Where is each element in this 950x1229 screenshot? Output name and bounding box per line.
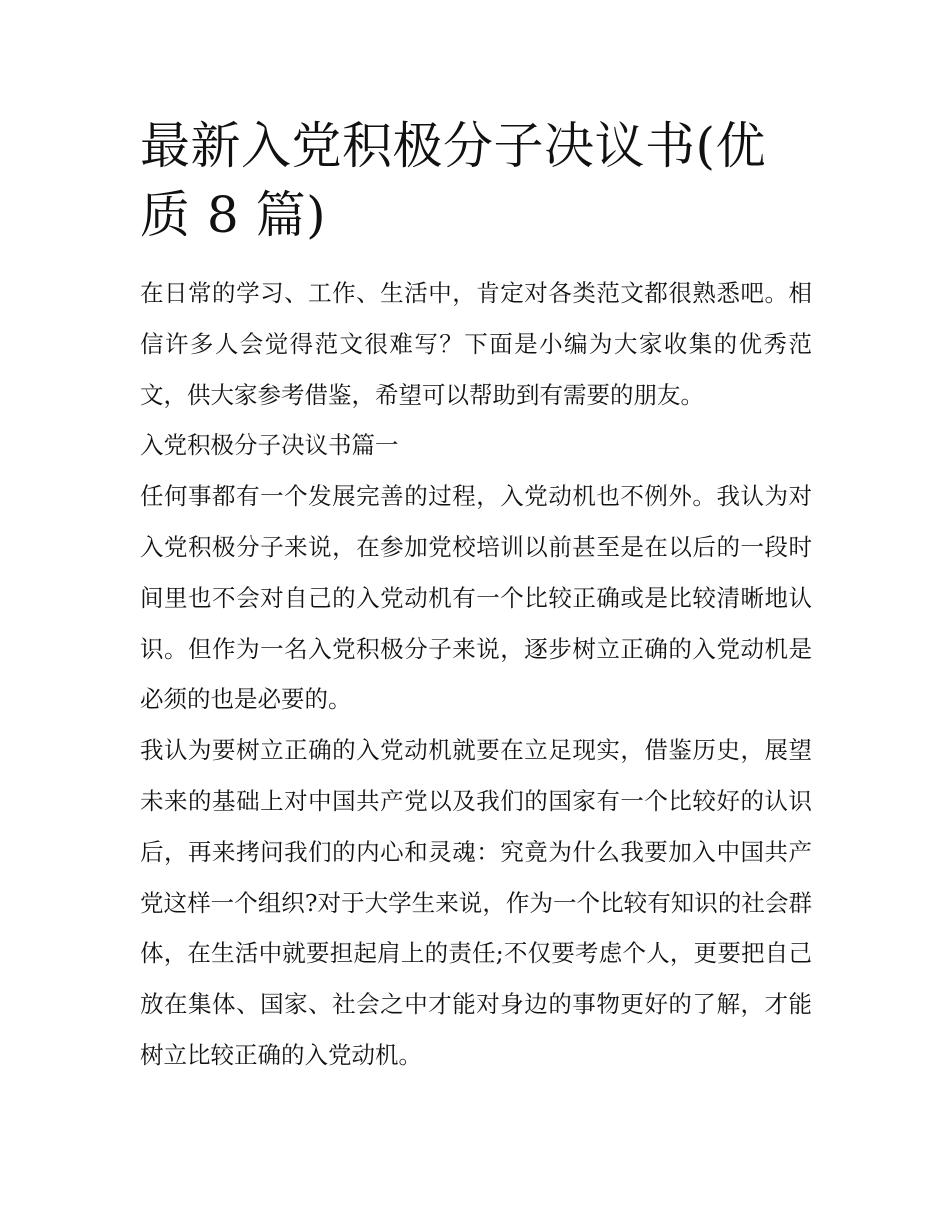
body-paragraph-1: 任何事都有一个发展完善的过程，入党动机也不例外。我认为对入党积极分子来说，在参加党校培训以前甚至是在以后的一段时间里也不会对自己的入党动机有一个比较正确或是比较清晰地认识。但作为一名入党积极分子来说，逐步树立正确的入党动机是必须的也是必要的。: [140, 482, 812, 714]
document-body: [140, 268, 812, 1081]
body-paragraph-2: 我认为要树立正确的入党动机就要在立足现实，借鉴历史，展望未来的基础上对中国共产党以及我们的国家有一个比较好的认识后，再来拷问我们的内心和灵魂：究竟为什么我要加入中国共产党这样一个组织?对于大学生来说，作为一个比较有知识的社会群体，在生活中就要担起肩上的责任;不仅要考虑个人，更要把自己放在集体、国家、社会之中才能对身边的事物更好的了解，才能树立比较正确的入党动机。: [140, 736, 812, 1069]
section-heading: 入党积极分子决议书篇一: [140, 431, 399, 460]
document-title: 最新入党积极分子决议书(优质 8 篇): [140, 117, 767, 244]
document-page: [140, 112, 812, 1081]
intro-paragraph: 在日常的学习、工作、生活中，肯定对各类范文都很熟悉吧。相信许多人会觉得范文很难写？下面是小编为大家收集的优秀范文，供大家参考借鉴，希望可以帮助到有需要的朋友。: [140, 279, 812, 409]
